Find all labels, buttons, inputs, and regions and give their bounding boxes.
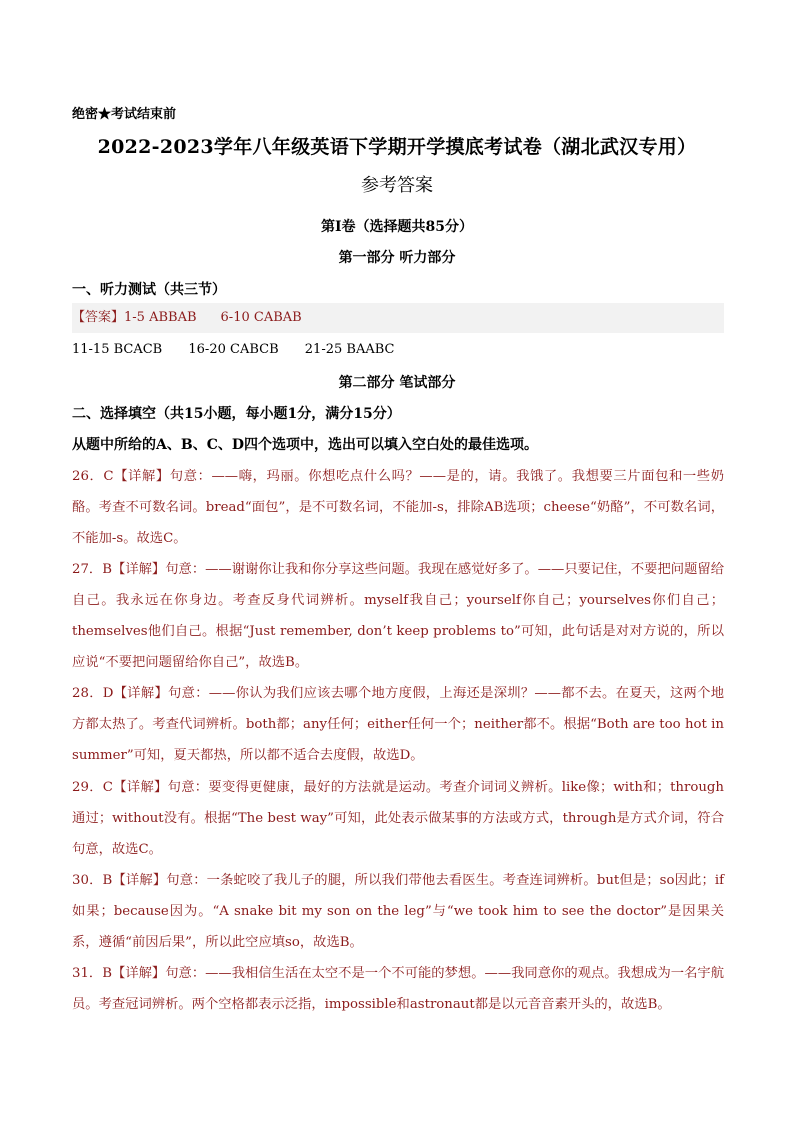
listening-answer-box	[72, 303, 724, 333]
answer-group: 6-10 CABAB	[220, 310, 302, 325]
question-explanation: 31．B【详解】句意：——我相信生活在太空不是一个不可能的梦想。——我同意你的观点。我想成为一名宇航员。考查冠词辨析。两个空格都表示泛指，impossible和astronaut都是以元音音素开头的，故选B。	[72, 966, 724, 1012]
question-explanation: 29．C【详解】句意：要变得更健康，最好的方法就是运动。考查介词词义辨析。like像；with和；through通过；without没有。根据“The best way”可知，此处表示做某事的方法或方式，through是方式介词，符合句意，故选C。	[72, 780, 724, 857]
answer-group: 11-15 BCACB	[72, 342, 163, 357]
answer-label: 【答案】	[72, 310, 125, 325]
page-subtitle: 参考答案	[361, 175, 433, 196]
question-explanation: 27．B【详解】句意：——谢谢你让我和你分享这些问题。我现在感觉好多了。——只要记住，不要把问题留给自己。我永远在你身边。考查反身代词辨析。myself我自己；yourself你自己；yourselves你们自己；themselves他们自己。根据“Just remember, don’t keep problems to”可知，此句话是对对方说的，所以应说“不要把问题留给你自己”，故选B。	[72, 562, 724, 670]
section-instruction: 从题中所给的A、B、C、D四个选项中，选出可以填入空白处的最佳选项。	[72, 437, 538, 453]
question-explanation: 26．C【详解】句意：——嗨，玛丽。你想吃点什么吗？——是的，请。我饿了。我想要三片面包和一些奶酪。考查不可数名词。bread“面包”，是不可数名词，不能加-s，排除AB选项；cheese“奶酪”，不可数名词，不能加-s。故选C。	[72, 469, 724, 546]
answer-group: 16-20 CABCB	[188, 342, 279, 357]
answer-group: 1-5 ABBAB	[124, 310, 197, 325]
answer-group: 21-25 BAABC	[304, 342, 395, 357]
part2-heading: 第二部分 笔试部分	[338, 375, 456, 391]
listening-section-heading: 一、听力测试（共三节）	[72, 282, 226, 298]
question-explanation: 28．D【详解】句意：——你认为我们应该去哪个地方度假，上海还是深圳？——都不去。在夏天，这两个地方都太热了。考查代词辨析。both都；any任何；either任何一个；neither都不。根据“Both are too hot in summer”可知，夏天都热，所以都不适合去度假，故选D。	[72, 686, 724, 763]
fill-in-section-heading: 二、选择填空（共15小题，每小题1分，满分15分）	[72, 406, 401, 422]
part1-heading: 第一部分 听力部分	[338, 250, 456, 266]
volume-heading: 第Ⅰ卷（选择题共85分）	[320, 219, 474, 235]
page-title: 2022-2023学年八年级英语下学期开学摸底考试卷（湖北武汉专用）	[97, 136, 697, 158]
listening-answer-row	[72, 342, 416, 357]
confidential-label: 绝密★考试结束前	[72, 107, 177, 122]
question-explanation: 30．B【详解】句意：一条蛇咬了我儿子的腿，所以我们带他去看医生。考查连词辨析。but但是；so因此；if如果；because因为。“A snake bit my son on the leg”与“we took him to see the doctor”是因果关系，遵循“前因后果”，所以此空应填so，故选B。	[72, 873, 724, 950]
